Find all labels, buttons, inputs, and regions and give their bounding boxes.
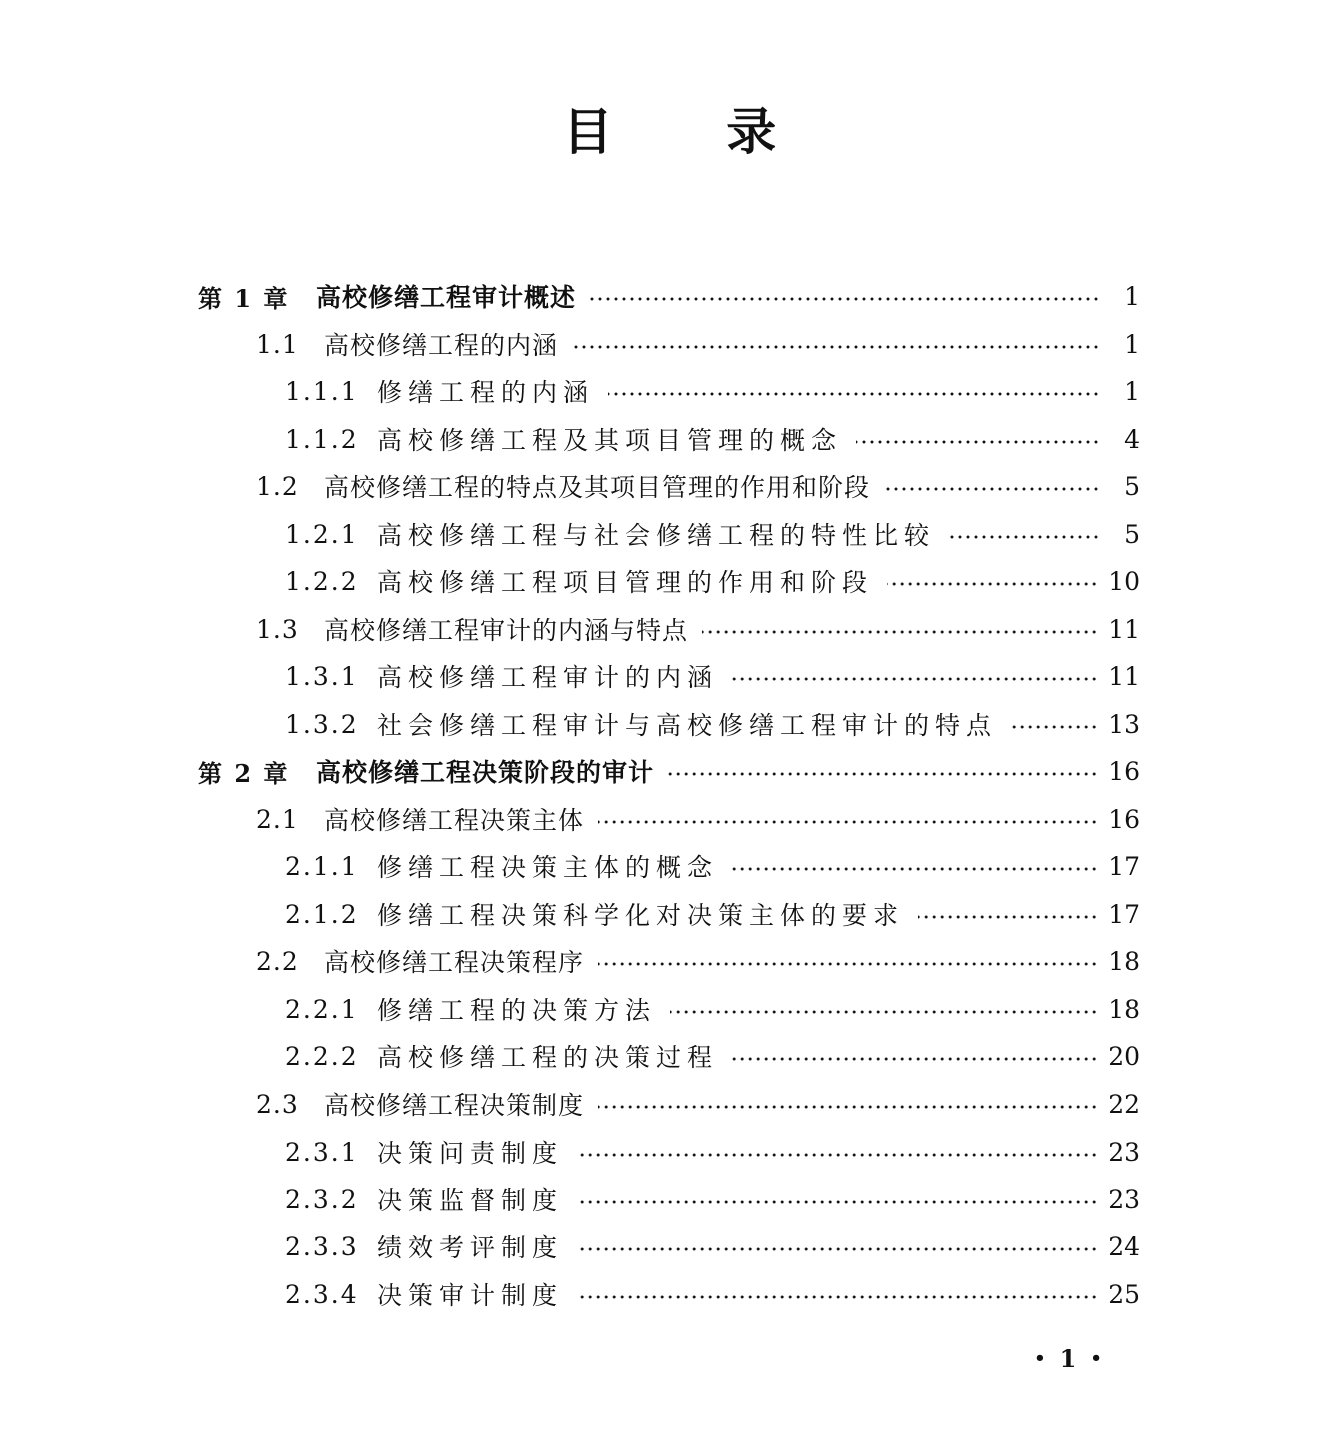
toc-entry-page: 16 <box>1108 756 1140 786</box>
dot-leader <box>577 1200 1098 1204</box>
toc-entry-number: 1.3 <box>256 614 299 644</box>
toc-entry-number: 2.1.2 <box>285 899 359 929</box>
toc-entry-subsection[interactable] <box>285 985 1140 1033</box>
toc-entry-title: 高校修缮工程决策主体 <box>324 806 585 835</box>
dot-leader <box>702 630 1098 634</box>
toc-entry-page: 5 <box>1124 471 1140 501</box>
toc-entry-number: 2.1 <box>256 804 299 834</box>
toc-entry-page: 1 <box>1124 329 1140 359</box>
toc-entry-page: 11 <box>1108 661 1140 691</box>
toc-entry-number: 1.1.2 <box>285 424 359 454</box>
toc-entry-subsection[interactable] <box>285 1032 1140 1080</box>
dot-leader <box>598 962 1098 966</box>
toc-entry-title: 高校修缮工程审计的内涵 <box>377 663 719 692</box>
toc-entry-number: 2.1.1 <box>285 851 359 881</box>
toc-entry-section[interactable] <box>256 605 1140 653</box>
dot-leader <box>572 345 1100 349</box>
toc-entry-title: 修缮工程的内涵 <box>377 378 595 407</box>
toc-entry-number: 1.2.1 <box>285 519 359 549</box>
dot-leader <box>918 915 1098 919</box>
toc-entry-title: 高校修缮工程决策程序 <box>324 948 585 977</box>
page-footer <box>1028 1340 1108 1376</box>
dot-leader <box>1011 725 1098 729</box>
toc-entry-page: 20 <box>1108 1041 1140 1071</box>
dot-leader <box>732 867 1098 871</box>
dot-leader <box>887 582 1098 586</box>
toc-entry-subsection[interactable] <box>285 510 1140 558</box>
toc-entry-page: 22 <box>1108 1089 1140 1119</box>
toc-entry-title: 高校修缮工程项目管理的作用和阶段 <box>377 568 874 597</box>
dot-leader <box>590 297 1100 301</box>
dot-leader <box>577 1153 1098 1157</box>
toc-entry-section[interactable] <box>256 320 1140 368</box>
dot-leader <box>856 440 1100 444</box>
toc-entry-title: 高校修缮工程及其项目管理的概念 <box>377 426 843 455</box>
toc-entry-title: 决策审计制度 <box>377 1281 564 1310</box>
toc-entry-chapter[interactable] <box>198 272 1140 320</box>
toc-entry-subsection[interactable] <box>285 700 1140 748</box>
toc-entry-number: 2.3.1 <box>285 1137 359 1167</box>
toc-entry-page: 18 <box>1108 994 1140 1024</box>
toc-entry-chapter[interactable] <box>198 747 1140 795</box>
toc-entry-number: 第 1 章 <box>198 283 290 313</box>
dot-leader <box>598 820 1098 824</box>
toc-entry-page: 5 <box>1124 519 1140 549</box>
footer-dot-left: • <box>1034 1347 1046 1369</box>
toc-entry-title: 高校修缮工程审计概述 <box>316 283 577 312</box>
toc-entry-number: 2.3.4 <box>285 1279 359 1309</box>
toc-entry-page: 10 <box>1108 566 1140 596</box>
toc-entry-page: 17 <box>1108 899 1140 929</box>
toc-entry-title: 高校修缮工程审计的内涵与特点 <box>324 616 689 645</box>
toc-entry-section[interactable] <box>256 1080 1140 1128</box>
dot-leader <box>608 392 1100 396</box>
toc-entry-title: 高校修缮工程的决策过程 <box>377 1043 719 1072</box>
toc-entry-number: 1.1 <box>256 329 299 359</box>
toc-entry-title: 决策问责制度 <box>377 1139 564 1168</box>
toc-entry-page: 24 <box>1108 1231 1140 1261</box>
toc-entry-section[interactable] <box>256 937 1140 985</box>
toc-entry-page: 1 <box>1124 281 1140 311</box>
toc-entry-subsection[interactable] <box>285 1222 1140 1270</box>
toc-entry-subsection[interactable] <box>285 652 1140 700</box>
toc-entry-number: 2.3.2 <box>285 1184 359 1214</box>
dot-leader <box>668 772 1098 776</box>
toc-entry-number: 2.2.1 <box>285 994 359 1024</box>
toc-entry-title: 高校修缮工程决策阶段的审计 <box>316 758 655 787</box>
toc-entry-title: 修缮工程决策主体的概念 <box>377 853 719 882</box>
toc-entry-page: 13 <box>1108 709 1140 739</box>
dot-leader <box>577 1247 1098 1251</box>
footer-dot-right: • <box>1090 1347 1102 1369</box>
toc-entry-title: 决策监督制度 <box>377 1186 564 1215</box>
dot-leader <box>598 1105 1098 1109</box>
toc-entry-number: 1.3.1 <box>285 661 359 691</box>
toc-entry-page: 17 <box>1108 851 1140 881</box>
toc-entry-title: 高校修缮工程决策制度 <box>324 1091 585 1120</box>
toc-entry-title: 绩效考评制度 <box>377 1233 564 1262</box>
toc-entry-title: 高校修缮工程的内涵 <box>324 331 559 360</box>
toc-entry-page: 23 <box>1108 1137 1140 1167</box>
toc-entry-subsection[interactable] <box>285 1270 1140 1318</box>
toc-entry-subsection[interactable] <box>285 890 1140 938</box>
toc-entry-number: 1.2.2 <box>285 566 359 596</box>
toc-entry-subsection[interactable] <box>285 842 1140 890</box>
dot-leader <box>949 535 1100 539</box>
toc-entry-subsection[interactable] <box>285 1128 1140 1176</box>
dot-leader <box>732 677 1098 681</box>
toc-entry-page: 16 <box>1108 804 1140 834</box>
dot-leader <box>577 1295 1098 1299</box>
footer-page-number: 1 <box>1059 1343 1077 1373</box>
toc-entry-subsection[interactable] <box>285 415 1140 463</box>
page-title: 目 录 <box>562 102 825 161</box>
toc-entry-page: 11 <box>1108 614 1140 644</box>
toc-entry-title: 修缮工程决策科学化对决策主体的要求 <box>377 901 905 930</box>
toc-entry-subsection[interactable] <box>285 367 1140 415</box>
toc-entry-subsection[interactable] <box>285 1175 1140 1223</box>
toc-entry-number: 2.2.2 <box>285 1041 359 1071</box>
toc-entry-page: 1 <box>1124 376 1140 406</box>
toc-entry-title: 社会修缮工程审计与高校修缮工程审计的特点 <box>377 711 998 740</box>
toc-entry-title: 修缮工程的决策方法 <box>377 996 657 1025</box>
toc-entry-number: 1.1.1 <box>285 376 359 406</box>
toc-entry-subsection[interactable] <box>285 557 1140 605</box>
toc-entry-page: 25 <box>1108 1279 1140 1309</box>
toc-entry-number: 2.3.3 <box>285 1231 359 1261</box>
toc-entry-number: 第 2 章 <box>198 758 290 788</box>
toc-entry-number: 2.3 <box>256 1089 299 1119</box>
toc-entry-page: 23 <box>1108 1184 1140 1214</box>
toc-entry-number: 2.2 <box>256 946 299 976</box>
dot-leader <box>732 1057 1098 1061</box>
toc-entry-title: 高校修缮工程的特点及其项目管理的作用和阶段 <box>324 473 871 502</box>
toc-entry-number: 1.2 <box>256 471 299 501</box>
dot-leader <box>670 1010 1098 1014</box>
toc-entry-number: 1.3.2 <box>285 709 359 739</box>
toc-entry-page: 4 <box>1124 424 1140 454</box>
toc-entry-section[interactable] <box>256 462 1140 510</box>
dot-leader <box>884 487 1100 491</box>
toc-entry-title: 高校修缮工程与社会修缮工程的特性比较 <box>377 521 936 550</box>
toc-entry-page: 18 <box>1108 946 1140 976</box>
toc-entry-section[interactable] <box>256 795 1140 843</box>
